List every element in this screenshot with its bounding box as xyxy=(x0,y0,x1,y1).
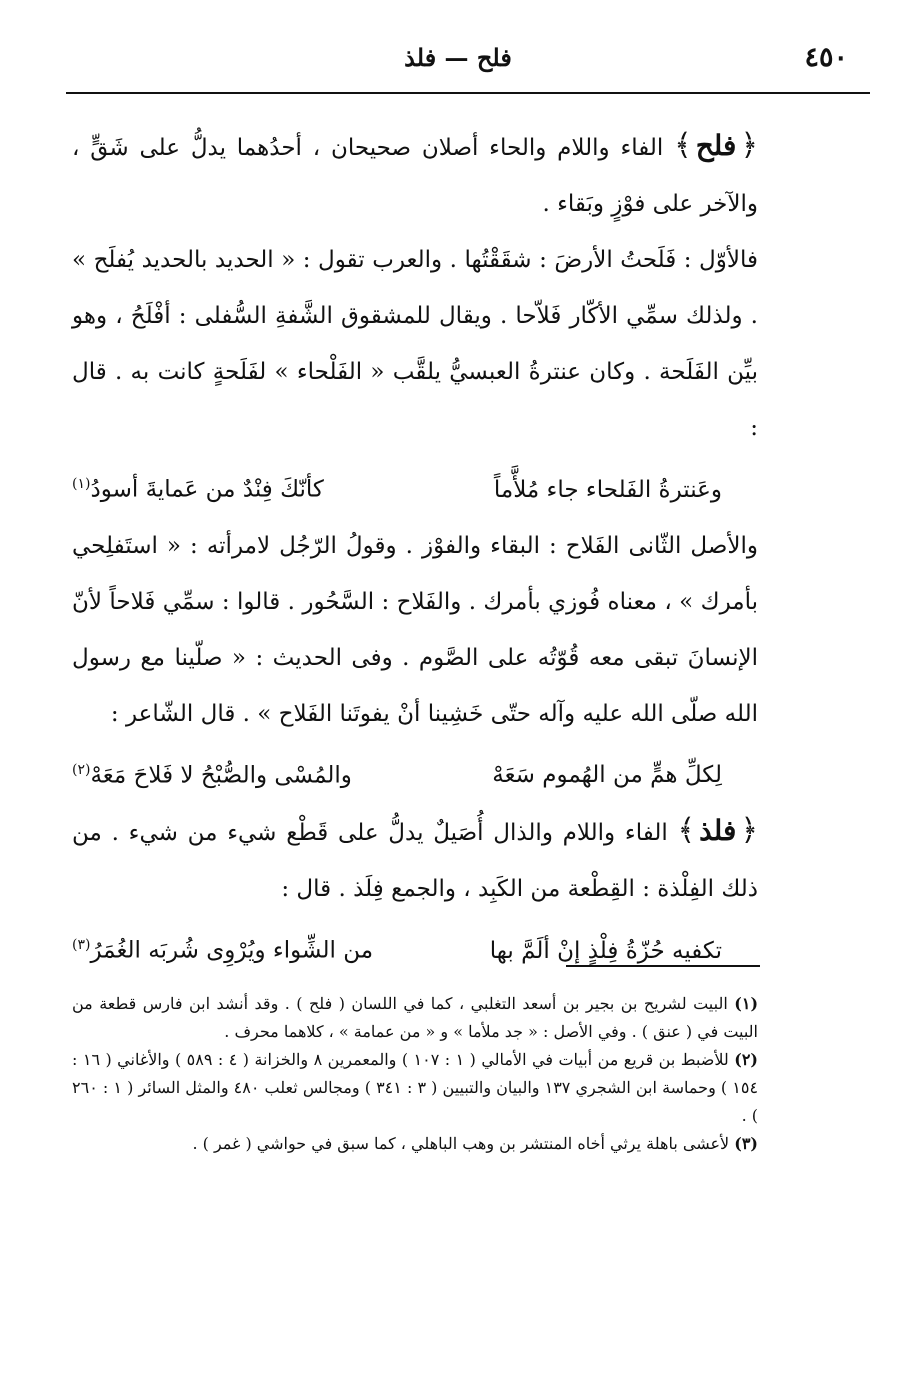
footnote-ref: (١) xyxy=(72,476,91,492)
paragraph: والأصل الثّانى الفَلاح : البقاء والفوْز . وقولُ الرّجُل لامرأته : « استَفلِحي بأمرك » ، معناه فُوزي بأمرك . والفَلاح : السَّحُور . قالوا : سمِّي فَلاحاً لأنّ الإنسانَ تبقى معه قُوّتُه على الصَّوم . وفى الحديث : « صلّينا مع رسول الله صلّى الله عليه وآله حتّى خَشِينا أنْ يفوتَنا الفَلاح » . قال الشّاعر : xyxy=(72,532,758,727)
ornate-bracket-open: ﴿ xyxy=(740,813,759,849)
verse-second-hemistich: والمُسْى والصُّبْحُ لا فَلاحَ مَعَهْ xyxy=(90,762,352,789)
footnote-ref: (٣) xyxy=(72,937,91,954)
verse-second-hemistich: كأنّكَ فِنْدٌ من عَمايةَ أسودُ xyxy=(90,476,324,503)
verse-first-hemistich: وعَنترةُ الفَلحاء جاء مُلأَّماً xyxy=(493,476,722,503)
footnote xyxy=(72,990,758,1046)
header-rule xyxy=(66,92,870,94)
headword: فلذ xyxy=(699,814,737,848)
main-text xyxy=(72,118,758,979)
footnotes xyxy=(72,990,758,1158)
footnote-number: (٣) xyxy=(734,1134,758,1153)
verse-line xyxy=(72,917,758,979)
footnote-text: البيت لشريح بن بجير بن أسعد التغلبي ، كما في اللسان ( فلح ) . وقد أنشد ابن فارس قطعة من البيت في ( عنق ) . وفي الأصل : « جد ملأما » و « من عمامة » ، كلاهما محرف . xyxy=(72,994,758,1041)
entry-falaha xyxy=(72,118,758,232)
verse-line xyxy=(72,742,758,804)
entry-definition: الفاء واللام والذال أُصَيلٌ يدلُّ على قَطْع شيء من شيء . من ذلك الفِلْذة : القِطْعة من الكَبِد ، والجمع فِلَذ . قال : xyxy=(72,820,758,903)
ornate-bracket-close: ﴾ xyxy=(677,813,696,849)
verse-second-hemistich: من الشِّواء ويُرْوِى شُربَه الغُمَرُ xyxy=(90,937,374,964)
footnote-text: للأضبط بن قريع من أبيات في الأمالي ( ١ : ١٠٧ ) والمعمرين ٨ والخزانة ( ٤ : ٥٨٩ ) والأغاني ( ١٦ : ١٥٤ ) وحماسة ابن الشجري ١٣٧ والبيان والتبيين ( ٣ : ٣٤١ ) ومجالس ثعلب ٤٨٠ والمثل السائر ( ١ : ٢٦٠ ) . xyxy=(72,1050,759,1125)
footnote xyxy=(72,1046,758,1130)
entry-faladha xyxy=(72,803,758,917)
footnote-number: (٢) xyxy=(734,1050,758,1069)
entry-definition: الفاء واللام والحاء أصلان صحيحان ، أحدُهما يدلُّ على شَقٍّ ، والآخر على فوْزٍ وبَقاء . xyxy=(72,135,758,217)
paragraph: فالأوّل : فَلَحتُ الأرضَ : شقَقْتُها . والعرب تقول : « الحديد بالحديد يُفلَح » . ولذلك سمِّي الأكّار فَلاّحا . ويقال للمشقوق الشَّفةِ السُّفلى : أفْلَحُ ، وهو بيِّن الفَلَحة . وكان عنترةُ العبسيُّ يلقَّب « الفَلْحاء » لفَلَحةٍ كانت به . قال : xyxy=(72,247,758,441)
verse-line xyxy=(72,456,758,518)
verse-first-hemistich: تكفيه حُزّةُ فِلْذٍ إنْ ألَمَّ بها xyxy=(489,937,722,964)
headword: فلح xyxy=(695,129,737,162)
footnote-number: (١) xyxy=(734,994,759,1013)
ornate-bracket-open: ﴿ xyxy=(740,128,759,163)
footnote xyxy=(72,1130,758,1158)
ornate-bracket-close: ﴾ xyxy=(674,128,692,163)
page-number: ٤٥٠ xyxy=(804,42,848,73)
footnote-separator xyxy=(566,965,760,967)
running-title: فلح — فلذ xyxy=(404,43,512,72)
verse-first-hemistich: لِكلِّ همٍّ من الهُموم سَعَهْ xyxy=(492,762,722,789)
running-header xyxy=(68,38,848,82)
footnote-ref: (٢) xyxy=(72,761,91,778)
footnote-text: لأعشى باهلة يرثي أخاه المنتشر بن وهب الباهلي ، كما سبق في حواشي ( غمر ) . xyxy=(192,1134,730,1153)
